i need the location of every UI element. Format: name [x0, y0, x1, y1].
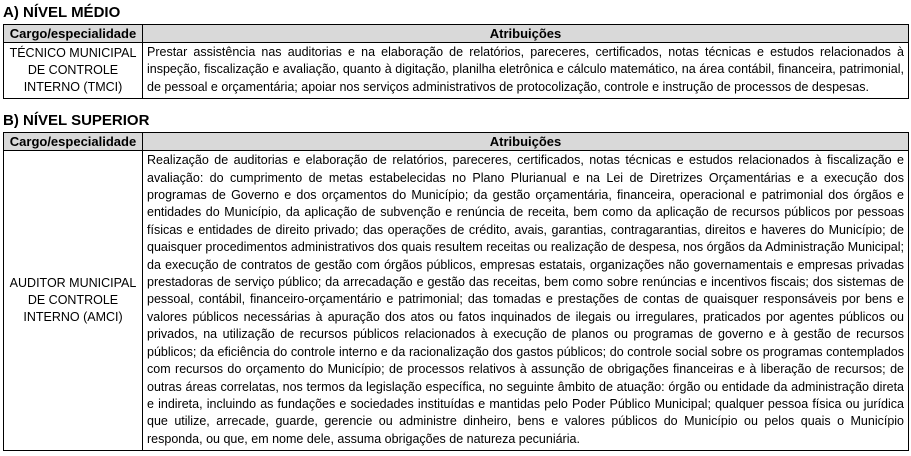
- cargo-cell-amci: AUDITOR MUNICIPAL DE CONTROLE INTERNO (AMCI): [4, 151, 143, 451]
- table-header-row: [4, 133, 909, 151]
- column-header-cargo: Cargo/especialidade: [4, 133, 143, 151]
- column-header-atribuicoes: Atribuições: [143, 25, 909, 43]
- nivel-medio-table: [3, 24, 909, 99]
- table-row: [4, 43, 909, 99]
- section-nivel-medio: [2, 4, 909, 99]
- cargo-cell-tmci: TÉCNICO MUNICIPAL DE CONTROLE INTERNO (TMCI): [4, 43, 143, 99]
- section-title-nivel-superior: B) NÍVEL SUPERIOR: [3, 112, 150, 130]
- atribuicoes-cell-tmci: Prestar assistência nas auditorias e na elaboração de relatórios, pareceres, certificados, notas técnicas e estudos relacionados à inspeção, fiscalização e avaliação, quanto à digitação, planilha eletrônica e cálculo matemático, na área contábil, financeira, patrimonial, de pessoal e orçamentária; apoiar nos serviços administrativos de protocolização, controle e instrução de processos de despesas.: [143, 43, 909, 99]
- column-header-atribuicoes: Atribuições: [143, 133, 909, 151]
- section-nivel-superior: [2, 112, 909, 451]
- nivel-superior-table: [3, 132, 909, 451]
- section-title-nivel-medio: A) NÍVEL MÉDIO: [3, 4, 121, 21]
- table-header-row: [4, 25, 909, 43]
- column-header-cargo: Cargo/especialidade: [4, 25, 143, 43]
- table-row: [4, 151, 909, 451]
- atribuicoes-cell-amci: Realização de auditorias e elaboração de relatórios, pareceres, certificados, notas técnicas e estudos relacionados à fiscalização e avaliação: do cumprimento de metas estabelecidas no Plano Plurianual e na Lei de Diretrizes Orçamentárias e a execução dos programas de Governo e dos orçamentos do Município; da gestão orçamentária, financeira, operacional e patrimonial dos órgãos e entidades do Município, da aplicação de subvenção e renúncia de receita, bem como da aplicação de recursos públicos por pessoas físicas e entidades de direito privado; das operações de crédito, avais, garantias, contragarantias, direitos e haveres do Município; de quaisquer procedimentos administrativos dos quais resultem receitas ou realização de despesa, nos órgãos da Administração Municipal; da execução de contratos de gestão com órgãos públicos, empresas estatais, organizações não governamentais e empresas privadas prestadoras de serviço público; da arrecadação e gestão das receitas, bem como sobre renúncias e incentivos fiscais; dos sistemas de pessoal, contábil, financeiro-orçamentário e patrimonial; das tomadas e prestações de contas de quaisquer responsáveis por bens e valores públicos necessárias à apuração dos atos ou fatos inquinados de ilegais ou irregulares, praticados por agentes públicos ou privados, na utilização de recursos públicos relacionados à execução de planos ou programas de governo e à gestão de recursos públicos; da eficiência do controle interno e da racionalização dos gastos públicos; do controle social sobre os programas contemplados com recursos do orçamento do Município; de processos relativos à assunção de obrigações financeiras e à liberação de recursos; de outras áreas correlatas, nos termos da legislação específica, no seguinte âmbito de atuação: órgão ou entidade da administração direta e indireta, incluindo as fundações e sociedades instituídas e mantidas pelo Poder Público Municipal; qualquer pessoa física ou jurídica que utilize, arrecade, guarde, gerencie ou administre dinheiro, bens e valores públicos do Município ou pelos quais o Município responda, ou que, em nome dele, assuma obrigações de natureza pecuniária.: [143, 151, 909, 451]
